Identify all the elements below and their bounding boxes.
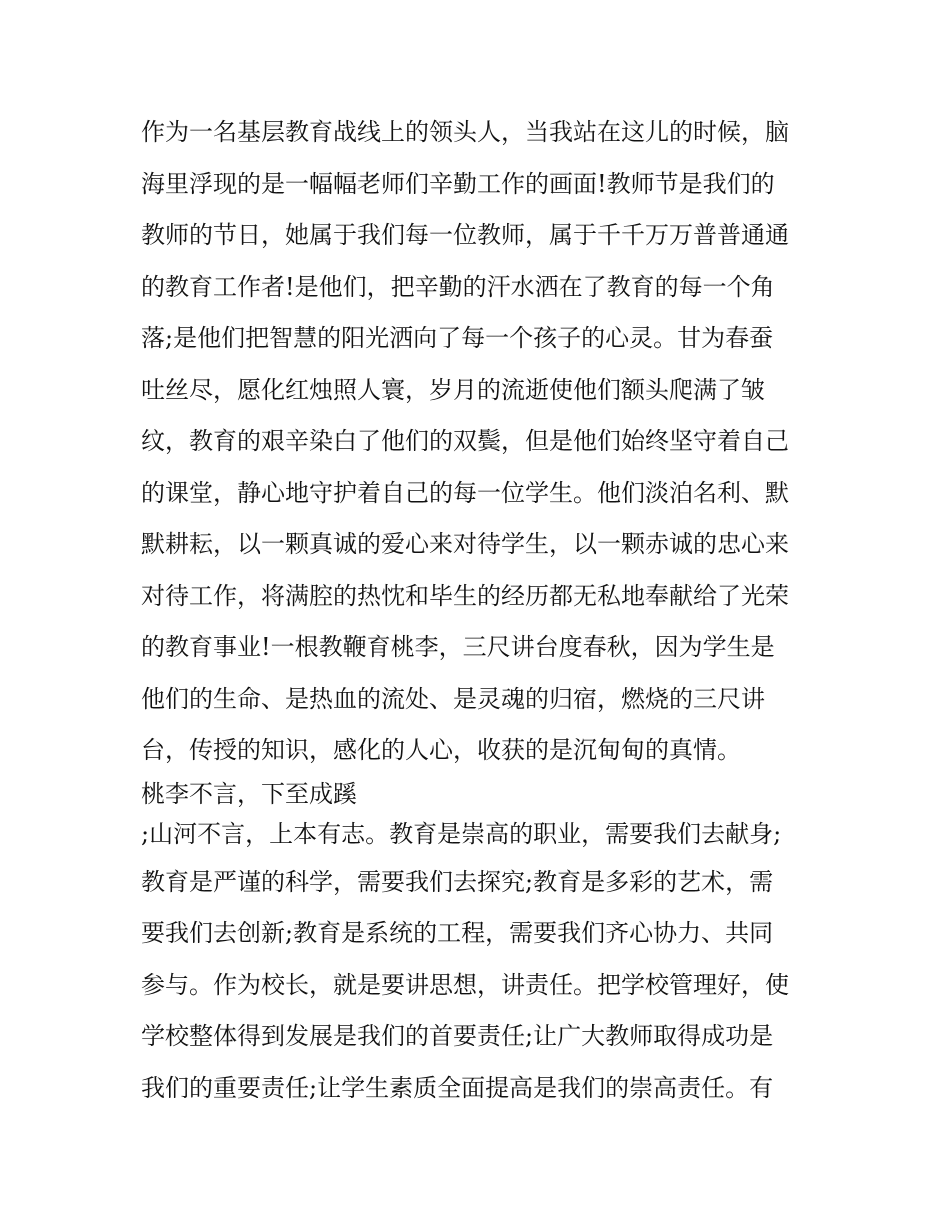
text-line: 落;是他们把智慧的阳光洒向了每一个孩子的心灵。甘为春蚕 [141,324,774,352]
document-body [141,107,821,1114]
text-line: 教师的节日，她属于我们每一位教师，属于千千万万普普通通 [141,221,789,249]
text-line: 学校整体得到发展是我们的首要责任;让广大教师取得成功是 [141,1022,774,1050]
text-line: ;山河不言，上本有志。教育是崇高的职业，需要我们去献身; [141,819,782,848]
text-line: 我们的重要责任;让学生素质全面提高是我们的崇高责任。有 [141,1073,774,1102]
text-line: 纹，教育的艰辛染白了他们的双鬓，但是他们始终坚守着自己 [141,427,789,455]
text-line: 海里浮现的是一幅幅老师们辛勤工作的画面!教师节是我们的 [141,169,775,198]
text-line: 要我们去创新;教育是系统的工程，需要我们齐心协力、共同 [141,919,774,947]
text-line: 的教育工作者!是他们，把辛勤的汗水洒在了教育的每一个角 [141,272,775,301]
text-line: 的课堂，静心地守护着自己的每一位学生。他们淡泊名利、默 [141,478,789,507]
text-line: 参与。作为校长，就是要讲思想，讲责任。把学校管理好，使 [141,970,789,999]
text-line: 默耕耘，以一颗真诚的爱心来对待学生，以一颗赤诚的忠心来 [141,530,789,558]
text-line: 对待工作，将满腔的热忱和毕生的经历都无私地奉献给了光荣 [141,581,789,610]
text-line: 桃李不言，下至成蹊 [141,779,357,808]
text-line: 作为一名基层教育战线上的领头人，当我站在这儿的时候，脑 [141,118,789,146]
text-line: 吐丝尽，愿化红烛照人寰，岁月的流逝使他们额头爬满了皱 [141,375,765,404]
text-line: 他们的生命、是热血的流处、是灵魂的归宿，燃烧的三尺讲 [141,684,765,713]
text-line: 教育是严谨的科学，需要我们去探究;教育是多彩的艺术，需 [141,867,774,896]
text-line: 的教育事业!一根教鞭育桃李，三尺讲台度春秋，因为学生是 [141,633,775,661]
text-line: 台，传授的知识，感化的人心，收获的是沉甸甸的真情。 [141,736,741,764]
